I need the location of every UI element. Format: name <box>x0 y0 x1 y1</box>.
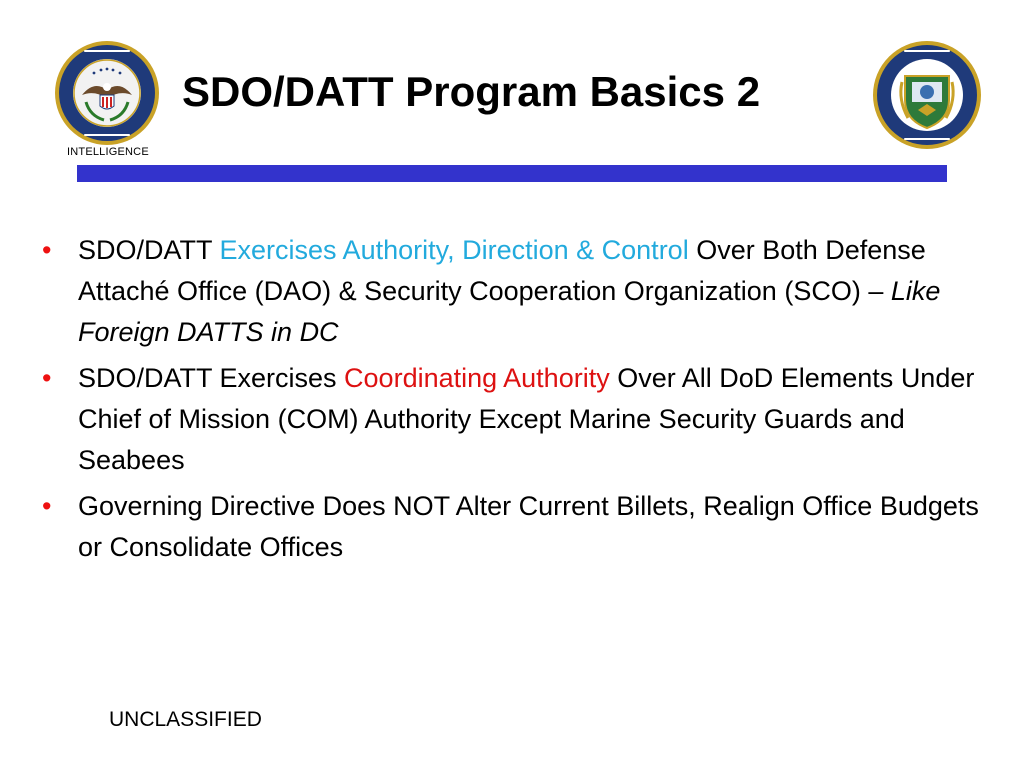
bullet-item <box>38 230 998 353</box>
bullet-italic: Like Foreign DATTS in DC <box>78 276 941 347</box>
bullet-text: Over All DoD Elements Under Chief of Mission (COM) Authority Except Marine Security Guards and Seabees <box>78 363 975 475</box>
bullet-text: Over Both Defense Attaché Office (DAO) & Security Cooperation Organization (SCO) – <box>78 235 926 306</box>
bullet-dot-icon: • <box>42 363 52 393</box>
bullet-highlight: Coordinating Authority <box>344 363 610 393</box>
bullet-item <box>38 486 998 568</box>
bullet-text: Governing Directive Does NOT Alter Current Billets, Realign Office Budgets or Consolidate Offices <box>78 491 979 562</box>
dsca-seal-icon <box>872 40 982 150</box>
bullet-text: SDO/DATT <box>78 235 220 265</box>
bullet-highlight: Exercises Authority, Direction & Control <box>219 235 689 265</box>
classification-footer: UNCLASSIFIED <box>109 708 262 731</box>
header-divider-bar <box>77 165 947 182</box>
bullet-dot-icon: • <box>42 235 52 265</box>
bullet-text: SDO/DATT Exercises <box>78 363 345 393</box>
bullet-list <box>38 230 998 573</box>
seal-caption: INTELLIGENCE <box>67 146 149 158</box>
slide-title: SDO/DATT Program Basics 2 <box>182 68 761 115</box>
bullet-item <box>38 358 998 481</box>
dod-seal-icon <box>54 40 160 146</box>
bullet-dot-icon: • <box>42 491 52 521</box>
